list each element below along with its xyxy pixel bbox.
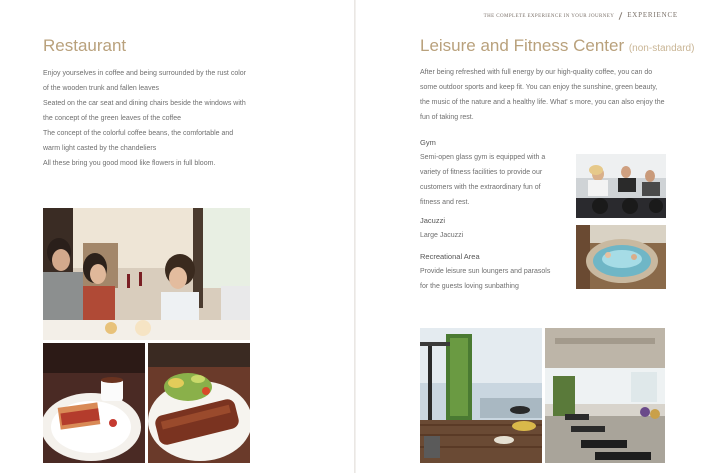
recreational-line: for the guests loving sunbathing	[420, 283, 519, 290]
gym-label: Gym	[420, 138, 436, 147]
leisure-line: After being refreshed with full energy by our high-quality coffee, you can do	[420, 69, 653, 76]
restaurant-title: Restaurant	[43, 36, 127, 55]
recreational-terrace-photo	[420, 328, 542, 463]
gym-line: variety of fitness facilities to provide our	[420, 169, 543, 176]
jacuzzi-description: Large Jacuzzi	[420, 232, 464, 239]
recreational-label: Recreational Area	[420, 252, 480, 261]
restaurant-line: of the wooden trunk and fallen leaves	[43, 85, 159, 92]
restaurant-steak-photo	[148, 343, 250, 463]
header-tagline: THE COMPLETE EXPERIENCE IN YOUR JOURNEY	[483, 14, 615, 19]
gym-cycling-photo	[576, 154, 666, 218]
leisure-line: fun of taking rest.	[420, 114, 474, 121]
gym-description	[420, 150, 570, 210]
leisure-line: some outdoor sports and keep fit. You can enjoy the sunshine, green beauty,	[420, 84, 658, 91]
leisure-title-note: (non-standard)	[628, 43, 695, 54]
header-divider	[619, 12, 623, 20]
leisure-title-text: Leisure and Fitness Center	[420, 36, 625, 55]
restaurant-breakfast-photo	[43, 343, 145, 463]
restaurant-description	[43, 66, 333, 171]
restaurant-line: Seated on the car seat and dining chairs beside the windows with	[43, 100, 246, 107]
page-header	[484, 11, 678, 20]
gym-line: customers with the extraordinary fun of	[420, 184, 541, 191]
recreational-line: Provide leisure sun loungers and parasols	[420, 268, 551, 275]
leisure-title	[420, 36, 694, 56]
gym-line: Semi-open glass gym is equipped with a	[420, 154, 546, 161]
header-section: EXPERIENCE	[627, 11, 678, 19]
leisure-description	[420, 65, 682, 125]
jacuzzi-photo	[576, 225, 666, 289]
gym-line: fitness and rest.	[420, 199, 470, 206]
recreational-description	[420, 264, 580, 294]
gym-interior-photo	[545, 328, 665, 463]
restaurant-line: Enjoy yourselves in coffee and being surrounded by the rust color	[43, 70, 246, 77]
leisure-line: the music of the nature and a healthy life. What' s more, you can also enjoy the	[420, 99, 665, 106]
page-fold	[354, 0, 356, 473]
restaurant-diners-photo	[43, 208, 250, 340]
restaurant-line: warm light casted by the chandeliers	[43, 145, 157, 152]
restaurant-line: the concept of the green leaves of the coffee	[43, 115, 182, 122]
restaurant-line: The concept of the colorful coffee beans, the comfortable and	[43, 130, 234, 137]
restaurant-line: All these bring you good mood like flowers in full bloom.	[43, 160, 216, 167]
jacuzzi-label: Jacuzzi	[420, 216, 446, 225]
